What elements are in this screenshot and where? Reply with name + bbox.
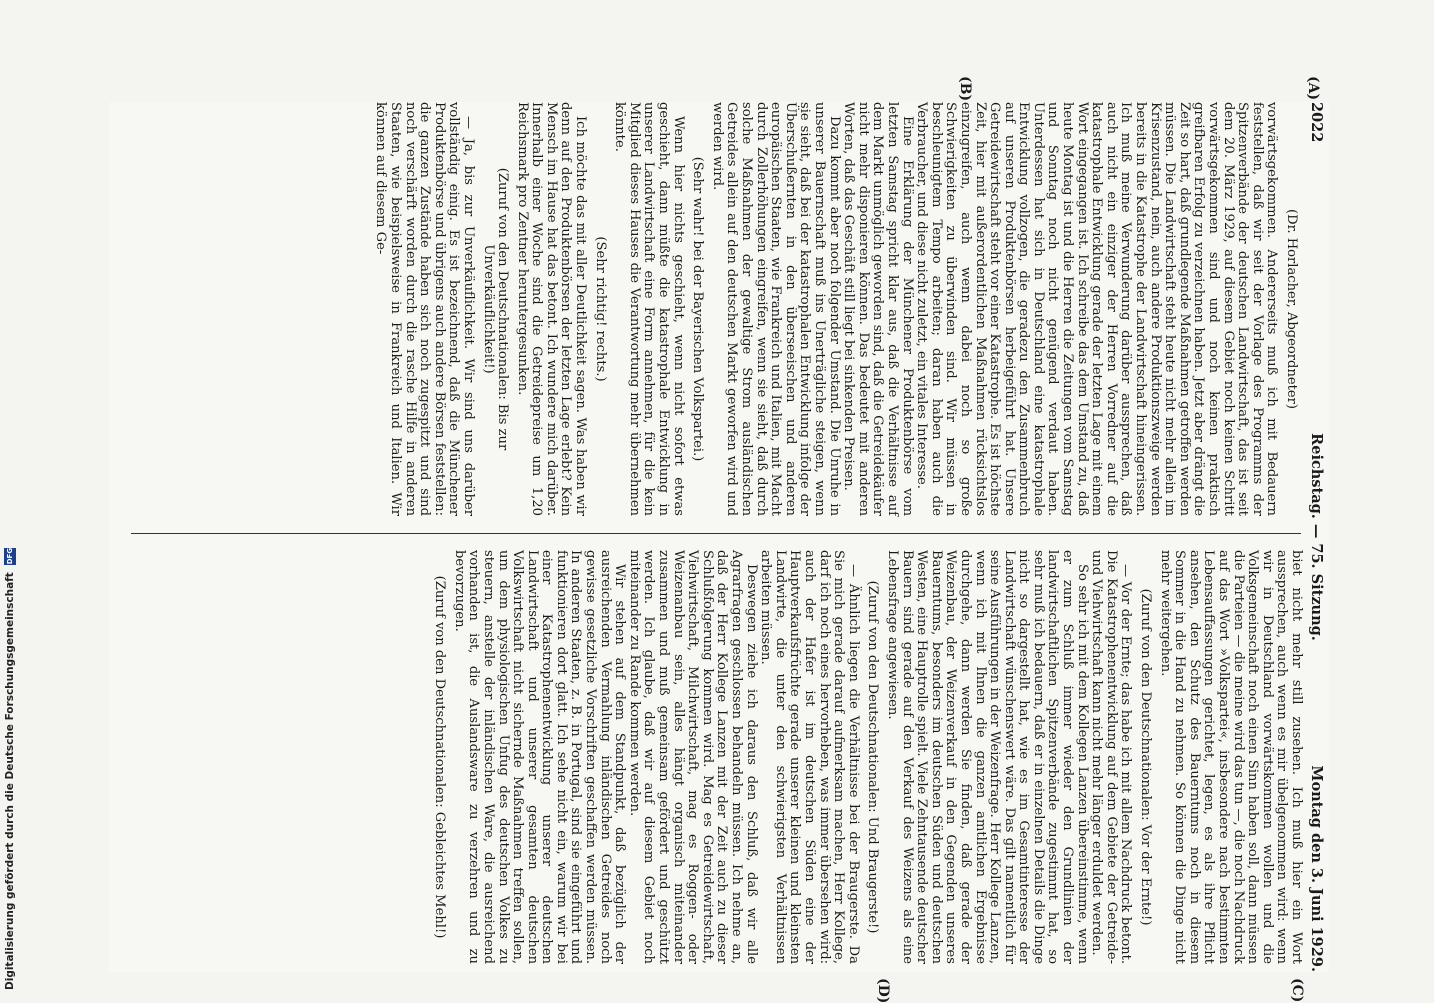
right-column — [427, 550, 1303, 964]
interjection: (Sehr richtig! rechts.) — [592, 236, 608, 382]
paragraph: — Ja, bis zur Unverkäuflichkeit. Wir sind uns darüber vollständig einig. Es ist bezeichnend, daß die Münchener Produktenbörse und übrigens auch andere Börsen feststellen: die ganzen Zustände haben sich noch zugespitzt und sind noch verschärft worden durch die rasche Hilfe in anderen Staaten, wie beispielsweise in Frankreich und Italien. Wir können auf diesem Ge- — [373, 102, 476, 516]
dfg-logo-icon: DFG — [6, 547, 14, 565]
paragraph: Eine Erklärung der Münchener Produktenbörse vom letzten Samstag spricht klar aus, daß die Verhältnisse auf dem Markt unmöglich geworden sind, daß die Getreidekäufer nicht mehr disponieren können. Das bedeutet mit anderen Worten, daß das Geschäft still liegt bei sinkenden Preisen. — [841, 102, 915, 516]
digitization-credit — [0, 0, 20, 1000]
paragraph: Ich möchte das mit aller Deutlichkeit sagen. Was haben wir denn auf den Produktenbörsen der letzten Lage erlebt? Kein Mensch im Hause hat das betont. Ich wundere mich darüber. Innerhalb einer Woche sind die Getreidepreise um 1,20 Reichsmark pro Zentner heruntergesunken. — [514, 102, 589, 516]
session-date: Montag den 3. Juni 1929. — [1308, 765, 1325, 972]
paragraph: Dazu kommt aber noch folgender Umstand. Die Unruhe in unserer Bauernschaft muß ins Unerträgliche steigen, wenn sie sieht, daß bei der katastrophalen Entwicklung infolge der Überschußernten in den überseeischen und anderen europäischen Staaten, wie Frankreich und Italien, mit Macht durch Zollerhöhungen eingreifen, wenn sie sieht, daß durch solche Maßnahmen der gewaltige Strom ausländischen Getreides allein auf den deutschen Markt geworfen wird und werden wird. — [709, 102, 842, 516]
column-divider — [131, 533, 1301, 534]
speaker-line: (Dr. Horlacher, Abgeordneter) — [1284, 208, 1299, 410]
paragraph: — Vor der Ernte; das habe ich mit allem Nachdruck betont. Die Katastrophenentwicklung auf dem Gebiete der Getreide- und Viehwirtschaft kann nicht mehr länger erduldet werden. — [1089, 550, 1134, 964]
interjection: (Zuruf von den Deutschnationalen: Und Braugerste!) — [865, 580, 881, 934]
paragraph: Wenn hier nichts geschieht, wenn nicht sofort etwas geschieht, dann müßte die katastrophale Entwicklung in unserer Landwirtschaft eine Form annehmen, für die kein Mitglied dieses Hauses die Verantwortung mehr übernehmen könnte. — [612, 102, 686, 516]
paragraph: — Ähnlich liegen die Verhältnisse bei der Braugerste. Da Sie mich gerade darauf aufmerksam machen, Herr Kollege, darf ich noch eines hervorheben, was immer übersehen wird: auch der Hafer ist im deutschen Süden eine der Hauptverkaufsfrüchte gerade unserer kleinen und kleinsten Landwirte, die unter den schwierigsten Verhältnissen arbeiten müssen. — [758, 550, 861, 964]
paragraph: Wir stehen auf dem Standpunkt, daß bezüglich der ausreichenden Vermahlung inländischen Getreides noch gewisse gesetzliche Vorschriften geschaffen werden müssen. In anderen Staaten, z. B. in Portugal, sind sie eingeführt und funktionieren dort glatt. Ich sehe nicht ein, warum wir bei einer Katastrophenentwicklung unserer deutschen Landwirtschaft und unserer gesamten deutschen Volkswirtschaft nicht sichernde Maßnahmen treffen sollen, um dem physiologischen Unfug des deutschen Volkes zu steuern, anstelle der inländischen Ware, die ausreichend vorhanden ist, die Auslandsware zu verzehren und zu bevorzugen. — [451, 550, 628, 964]
interjection: (Zuruf von den Deutschnationalen: Gebleichtes Mehl!) — [432, 575, 448, 939]
credit-text: Digitalisierung gefördert durch die Deutsche Forschungsgemeinschaft — [4, 572, 16, 990]
margin-marker-b: (B) — [957, 76, 973, 102]
margin-marker-a: (A) — [1305, 76, 1321, 101]
paragraph: biet nicht mehr still zusehen. Ich muß hier ein Wort aussprechen, auch wenn es mir übelgenommen wird: wenn wir in Deutschland vorwärtskommen wollen und die Volksgemeinschaft noch einen Sinn haben soll, dann müssen die Parteien — die meine wird das tun —, die noch Nachdruck auf das Wort »Volkspartei«, insbesondere nach bestimmten Lebensauffassungen gerichtet, legen, es als ihre Pflicht ansehen, den Schutz des Bauerntums noch in diesem Sommer in die Hand zu nehmen. So können die Dinge nicht mehr weitergehen. — [1157, 550, 1304, 964]
left-column — [373, 102, 1303, 516]
margin-marker-d: (D) — [875, 978, 891, 1003]
margin-marker-c: (C) — [1289, 978, 1305, 1003]
paragraph: So sehr ich mit dem Kollegen Lanzen übereinstimme, wenn er zum Schluß immer wieder den Grundlinien der landwirtschaftlichen Spitzenverbände zugestimmt hat, so sehr muß ich bedauern, daß er in einzelnen Details die Dinge nicht so dargestellt hat, wie es im Gesamtinteresse der Landwirtschaft wünschenswert wäre. Das gilt namentlich für seine Ausführungen in der Weizenfrage. Herr Kollege Lanzen, wenn ich mit Ihnen die ganzen amtlichen Ergebnisse durchgehe, dann werden Sie finden, daß gerade der Weizenbau, der Weizenverkauf in den Gegenden unseres Bauerntums, besonders im deutschen Süden und deutschen Westen, eine Hauptrolle spielt. Viele Zehntausende deutscher Bauern sind gerade auf den Verkauf des Weizens als eine Lebensfrage angewiesen. — [884, 550, 1090, 964]
paragraph: Deswegen ziehe ich daraus den Schluß, daß wir alle Agrarfragen geschlossen behandeln müssen. Ich nehme an, daß der Herr Kollege Lanzen mit der Zeit auch zu dieser Schlußfolgerung kommen wird. Mag es Getreidewirtschaft, Viehwirtschaft, Milchwirtschaft, mag es Roggen- oder Weizenanbau sein, alles hängt organisch miteinander zusammen und muß gemeinsam gefördert und geschützt werden. Ich glaube, daß wir auf diesem Gebiet noch miteinander zu Rande kommen werden. — [626, 550, 759, 964]
interjection: (Zuruf von den Deutschnationalen: Vor der Ernte!) — [1138, 588, 1154, 926]
interjection: (Sehr wahr! bei der Bayerischen Volkspartei.) — [690, 156, 706, 462]
interjection: (Zuruf von den Deutschnationalen: Bis zur Unverkäuflichkeit!) — [480, 167, 511, 451]
paragraph: vorwärtsgekommen. Andererseits muß ich mit Bedauern feststellen, daß wir seit der Vorlage des Programms der Spitzenverbände der deutschen Landwirtschaft, das ist seit dem 20. März 1929, auf diesem Gebiet noch keinen Schritt vorwärtsgekommen sind und noch keinen praktisch greifbaren Erfolg zu verzeichnen haben. Jetzt aber drängt die Zeit so hart, daß grundlegende Maßnahmen getroffen werden müssen. Die Landwirtschaft steht heute nicht mehr allein im Krisenzustand, nein, auch andere Produktionszweige werden bereits in die Katastrophe der Landwirtschaft hineingerissen. Ich muß meine Verwunderung darüber aussprechen, daß auch nicht ein einziger der Herren Vorredner auf die katastrophale Entwicklung gerade der letzten Lage mit einem Wort eingegangen ist. Ich schreibe das dem Umstand zu, daß heute Montag ist und die Herren die Zeitungen vom Samstag und Sonntag noch nicht genügend verdaut haben. Unterdessen hat sich in Deutschland eine katastrophale Entwicklung vollzogen, die geradezu den Zusammenbruch auf unseren Produktenbörsen herbeigeführt hat. Unsere Getreidewirtschaft steht vor einer Katastrophe. Es ist höchste Zeit, hier mit außerordentlichen Maßnahmen rücksichtslos einzugreifen, auch wenn dabei noch so große Schwierigkeiten zu überwinden sind. Wir müssen in beschleunigtem Tempo arbeiten; daran haben auch die Verbraucher, und diese nicht zuletzt, ein vitales Interesse. — [914, 102, 1280, 516]
page-header — [1305, 102, 1325, 972]
page-number: 2022 — [1308, 102, 1325, 143]
session-title: Reichstag. — 75. Sitzung. — [1308, 433, 1325, 641]
rotated-document-page — [109, 76, 1329, 1003]
